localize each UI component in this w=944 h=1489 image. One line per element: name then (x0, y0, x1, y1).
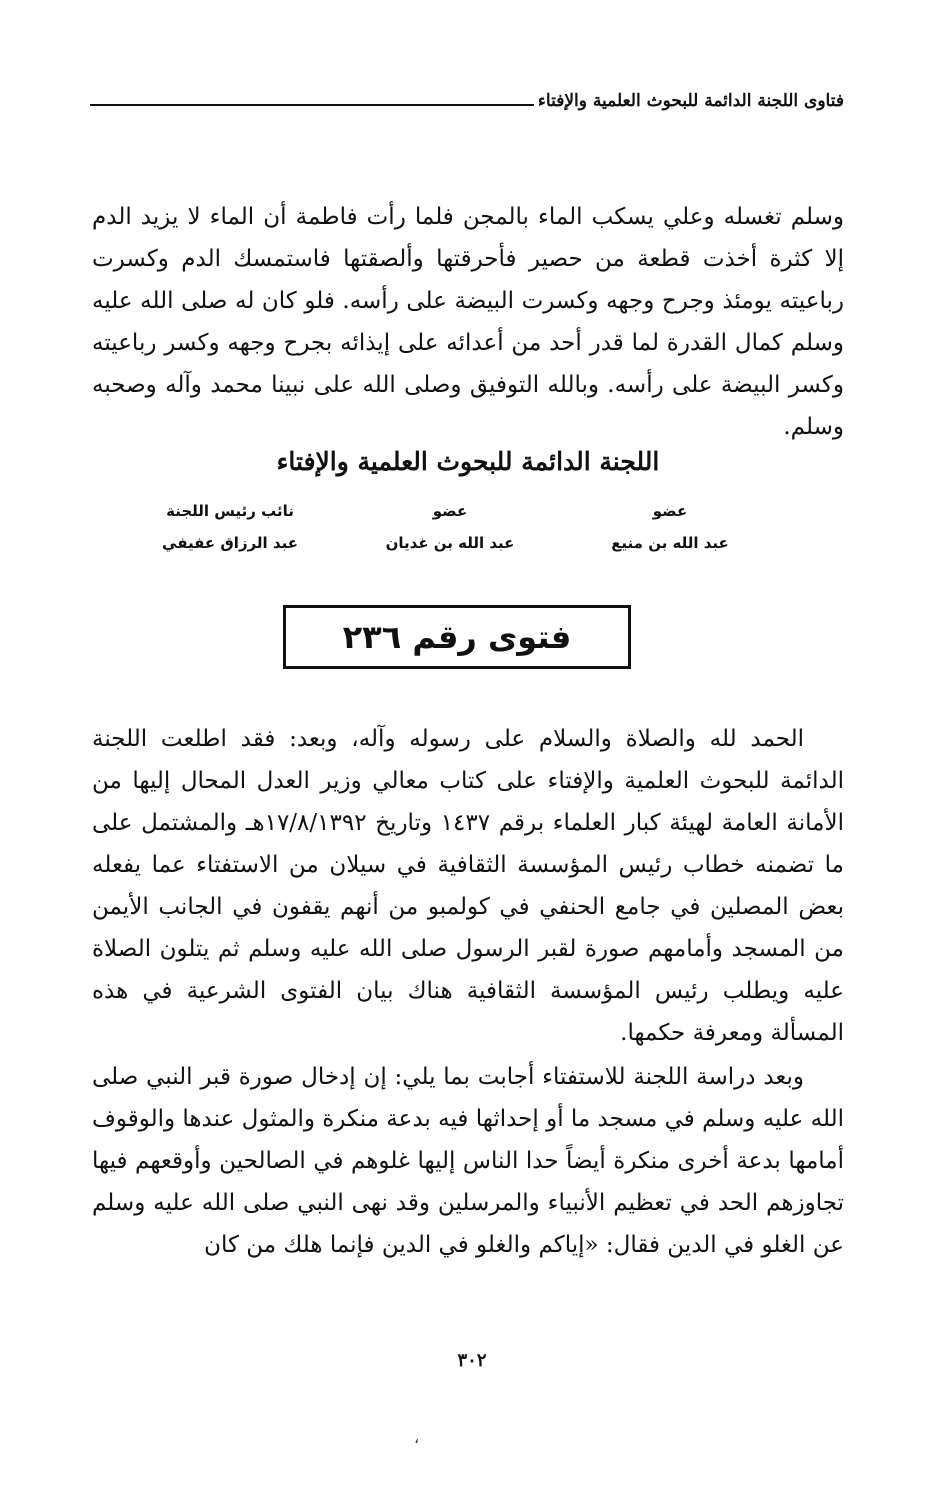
signatory-1 (580, 496, 760, 560)
signatures-block (140, 496, 760, 560)
running-head-title: فتاوى اللجنة الدائمة للبحوث العلمية والإفتاء (537, 91, 844, 111)
paragraph-answer: وبعد دراسة اللجنة للاستفتاء أجابت بما يلي: إن إدخال صورة قبر النبي صلى الله عليه وسلم في مسجد ما أو إحداثها فيه بدعة منكرة والمثول عندها والوقوف أمامها بدعة أخرى منكرة أيضاً حدا الناس إليها غلوهم في الصالحين وأوقعهم فيها تجاوزهم الحد في تعظيم الأنبياء والمرسلين وقد نهى النبي صلى الله عليه وسلم عن الغلو في الدين فقال: «إياكم والغلو في الدين فإنما هلك من كان (92, 1064, 844, 1258)
signatory-3 (140, 496, 320, 560)
signatory-name: عبد الله بن منيع (611, 534, 729, 552)
signatory-role: نائب رئيس اللجنة (166, 502, 294, 520)
signatory-name: عبد الرزاق عفيفي (162, 534, 298, 552)
signatory-role: عضو (432, 502, 468, 520)
paragraph-previous-fatwa-ending: وسلم تغسله وعلي يسكب الماء بالمجن فلما رأت فاطمة أن الماء لا يزيد الدم إلا كثرة أخذت قطعة من حصير فأحرقتها وألصقتها فاستمسك الدم وكسرت رباعيته يومئذ وجرح وجهه وكسرت البيضة على رأسه. فلو كان له صلى الله عليه وسلم كمال القدرة لما قدر أحد من أعدائه على إيذائه بجرح وجهه وكسر رباعيته وكسر البيضة على رأسه. وبالله التوفيق وصلى الله على نبينا محمد وآله وصحبه وسلم. (92, 204, 844, 440)
stray-mark: ، (414, 1428, 420, 1447)
paragraph-question: الحمد لله والصلاة والسلام على رسوله وآله، وبعد: فقد اطلعت اللجنة الدائمة للبحوث العلمية والإفتاء على كتاب معالي وزير العدل المحال إليها من الأمانة العامة لهيئة كبار العلماء برقم ١٤٣٧ وتاريخ ١٧/٨/١٣٩٢هـ والمشتمل على ما تضمنه خطاب رئيس المؤسسة الثقافية في سيلان من الاستفتاء عما يفعله بعض المصلين في جامع الحنفي في كولمبو من أنهم يقفون في الجانب الأيمن من المسجد وأمامهم صورة لقبر الرسول صلى الله عليه وسلم ثم يتلون الصلاة عليه ويطلب رئيس المؤسسة الثقافية هناك بيان الفتوى الشرعية في هذه المسألة ومعرفة حكمها. (92, 726, 844, 1046)
signatory-name: عبد الله بن غديان (385, 534, 515, 552)
running-head (90, 82, 844, 112)
signatory-2 (360, 496, 540, 560)
running-head-rule (90, 104, 534, 106)
committee-name: اللجنة الدائمة للبحوث العلمية والإفتاء (276, 447, 660, 476)
fatwa-heading: فتوى رقم ٢٣٦ (342, 618, 572, 656)
signatory-role: عضو (652, 502, 688, 520)
page-number: ٣٠٢ (457, 1350, 487, 1371)
fatwa-heading-box (283, 605, 631, 669)
